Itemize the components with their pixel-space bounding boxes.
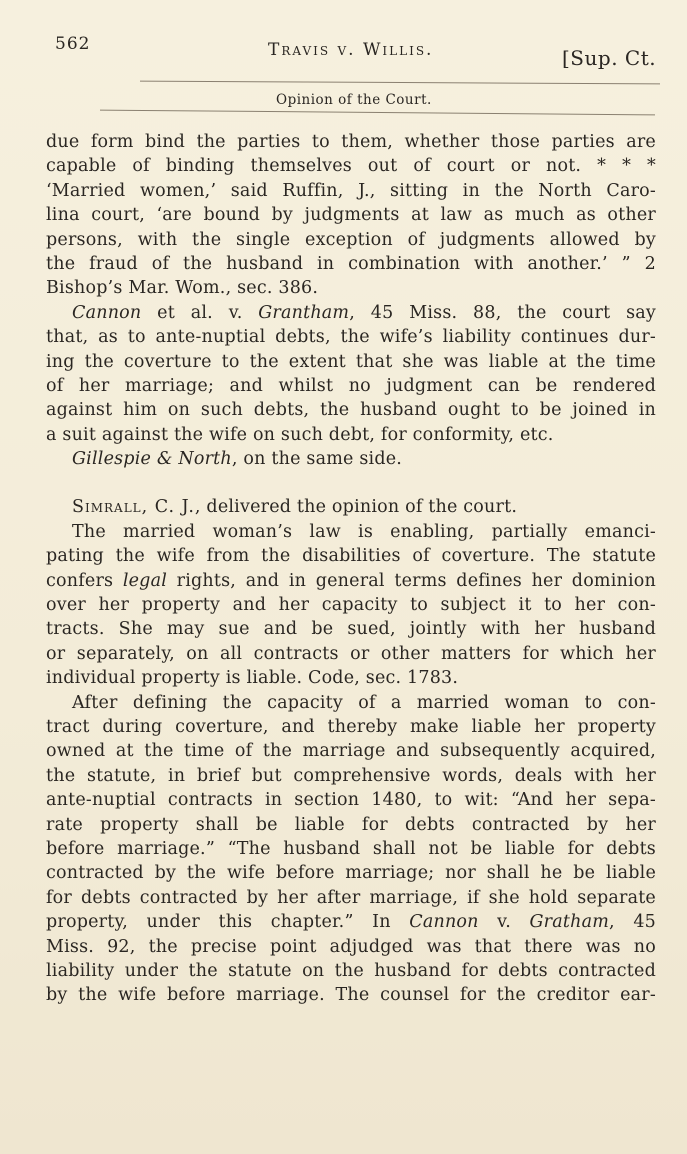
- text-line: Miss. 92, the precise point adjudged was that there was no: [46, 936, 656, 957]
- text-line: by the wife before marriage. The counsel for the creditor ear-: [46, 985, 656, 1006]
- text-line: over her property and her capacity to subject it to her con-: [46, 595, 656, 616]
- text-line: [46, 301, 656, 325]
- counsel-name: Gillespie & North: [72, 449, 232, 470]
- text-fragment: rights, and in general terms defines her dominion: [167, 570, 656, 591]
- text-line: Bishop’s Mar. Wom., sec. 386.: [46, 278, 319, 299]
- court-label: [Sup. Ct.: [562, 46, 657, 70]
- text-line: ante-nuptial contracts in section 1480, to wit: “And her sepa-: [46, 790, 656, 811]
- text-fragment: , delivered the opinion of the court.: [194, 497, 518, 518]
- text-line: or separately, on all contracts or other matters for which her: [46, 643, 656, 664]
- text-line: rate property shall be liable for debts contracted by her: [46, 814, 656, 835]
- text-line: due form bind the parties to them, whether those parties are: [46, 132, 656, 152]
- text-line: that, as to ante-nuptial debts, the wife’s liability continues dur-: [46, 327, 656, 348]
- text-fragment: v.: [478, 912, 530, 933]
- case-name: Cannon: [72, 302, 142, 323]
- text-line: against him on such debts, the husband ought to be joined in: [46, 400, 656, 421]
- text-line: pating the wife from the disabilities of coverture. The statute: [46, 546, 656, 567]
- running-head: [0, 34, 687, 74]
- text-line: contracted by the wife before marriage; nor shall he be liable: [46, 863, 656, 884]
- case-name: Gratham: [529, 912, 610, 933]
- text-fragment: , on the same side.: [231, 449, 403, 470]
- text-line: the fraud of the husband in combination with another.’ ” 2: [46, 253, 656, 274]
- opinion-intro: [46, 495, 656, 519]
- case-name: Grantham: [258, 302, 350, 323]
- text-line: liability under the statute on the husband for debts contracted: [46, 960, 656, 981]
- counsel-line: [46, 447, 656, 471]
- text-line: [46, 910, 656, 934]
- body-text: [46, 130, 656, 1008]
- text-line: The married woman’s law is enabling, partially emanci-: [72, 521, 656, 542]
- section-rule: [100, 110, 655, 116]
- text-fragment: property, under this chapter.” In: [46, 912, 410, 933]
- section-heading: Opinion of the Court.: [276, 92, 432, 108]
- text-line: tracts. She may sue and be sued, jointly with her husband: [46, 619, 656, 640]
- text-line: After defining the capacity of a married woman to con-: [72, 692, 656, 713]
- header-rule: [140, 81, 660, 85]
- case-name: Cannon: [409, 912, 479, 933]
- text-line: a suit against the wife on such debt, for conformity, etc.: [46, 424, 554, 445]
- text-fragment: , 45: [609, 912, 656, 933]
- text-line: owned at the time of the marriage and subsequently acquired,: [46, 741, 656, 762]
- page-number: 562: [55, 34, 91, 54]
- case-title: Travis v. Willis.: [268, 40, 434, 60]
- text-line: for debts contracted by her after marriage, if she hold separate: [46, 887, 656, 908]
- text-fragment: confers: [46, 570, 123, 591]
- text-line: ‘Married women,’ said Ruffin, J., sitting in the North Caro-: [46, 180, 656, 201]
- emphasis: legal: [122, 570, 168, 591]
- text-line: ing the coverture to the extent that she was liable at the time: [46, 351, 656, 372]
- text-line: before marriage.” “The husband shall not be liable for debts: [46, 838, 656, 859]
- text-line: [46, 569, 656, 593]
- text-line: individual property is liable. Code, sec. 1783.: [46, 668, 459, 689]
- judge-name: Simrall, C. J.: [72, 497, 195, 518]
- text-line: lina court, ‘are bound by judgments at law as much as other: [46, 205, 656, 226]
- text-line: tract during coverture, and thereby make liable her property: [46, 716, 656, 737]
- text-fragment: , 45 Miss. 88, the court say: [349, 302, 656, 323]
- text-line: capable of binding themselves out of court or not. * * *: [46, 156, 656, 177]
- text-fragment: et al. v.: [141, 302, 259, 323]
- text-line: of her marriage; and whilst no judgment can be rendered: [46, 375, 656, 396]
- text-line: persons, with the single exception of judgments allowed by: [46, 229, 656, 250]
- paragraph-gap: [46, 471, 656, 495]
- text-line: the statute, in brief but comprehensive words, deals with her: [46, 765, 656, 786]
